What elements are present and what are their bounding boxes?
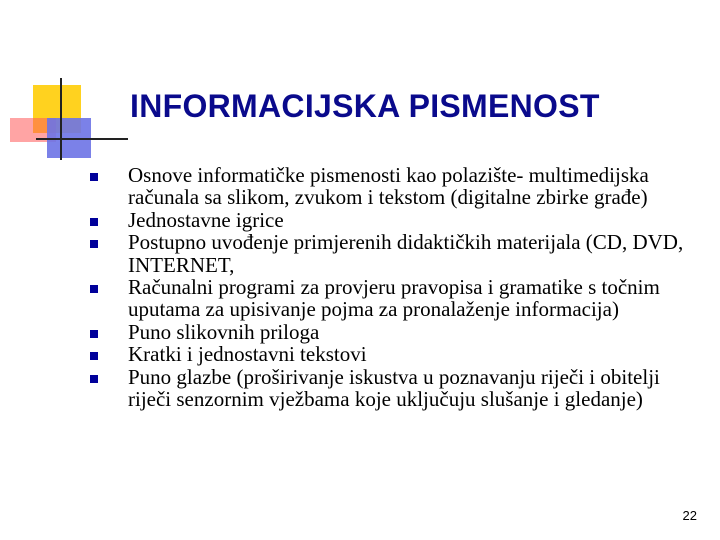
- bullet-text: Puno slikovnih priloga: [128, 319, 320, 344]
- bullet-text: Osnove informatičke pismenosti kao polazište- multimedijska računala sa slikom, zvukom i tekstom (digitalne zbirke građe): [128, 163, 649, 210]
- bullet-text: Računalni programi za provjeru pravopisa i gramatike s točnim uputama za upisivanje pojma za pronalaženje informacija): [128, 275, 660, 322]
- bullet-square-icon: [90, 240, 98, 248]
- logo-horizontal-line: [36, 138, 128, 140]
- logo-vertical-line: [60, 78, 62, 160]
- bullet-text: Jednostavne igrice: [128, 207, 284, 232]
- bullet-square-icon: [90, 285, 98, 293]
- bullet-square-icon: [90, 173, 98, 181]
- bullet-square-icon: [90, 352, 98, 360]
- bullet-text: Postupno uvođenje primjerenih didaktičkih materijala (CD, DVD, INTERNET,: [128, 230, 684, 277]
- bullet-item: [90, 321, 705, 343]
- bullet-text: Puno glazbe (proširivanje iskustva u poznavanju riječi i obitelji riječi senzornim vježbama koje uključuju slušanje i gledanje): [128, 364, 660, 412]
- bullet-item: [90, 164, 705, 209]
- bullet-square-icon: [90, 375, 98, 383]
- bullet-item: [90, 231, 705, 276]
- bullet-text: Kratki i jednostavni tekstovi: [128, 342, 367, 367]
- bullet-item: [90, 366, 705, 411]
- bullet-item: [90, 343, 705, 365]
- bullet-list: [90, 164, 705, 410]
- page-number: 22: [682, 508, 697, 523]
- bullet-item: [90, 209, 705, 231]
- bullet-item: [90, 276, 705, 321]
- bullet-square-icon: [90, 218, 98, 226]
- slide-title: INFORMACIJSKA PISMENOST: [130, 88, 600, 124]
- bullet-square-icon: [90, 330, 98, 338]
